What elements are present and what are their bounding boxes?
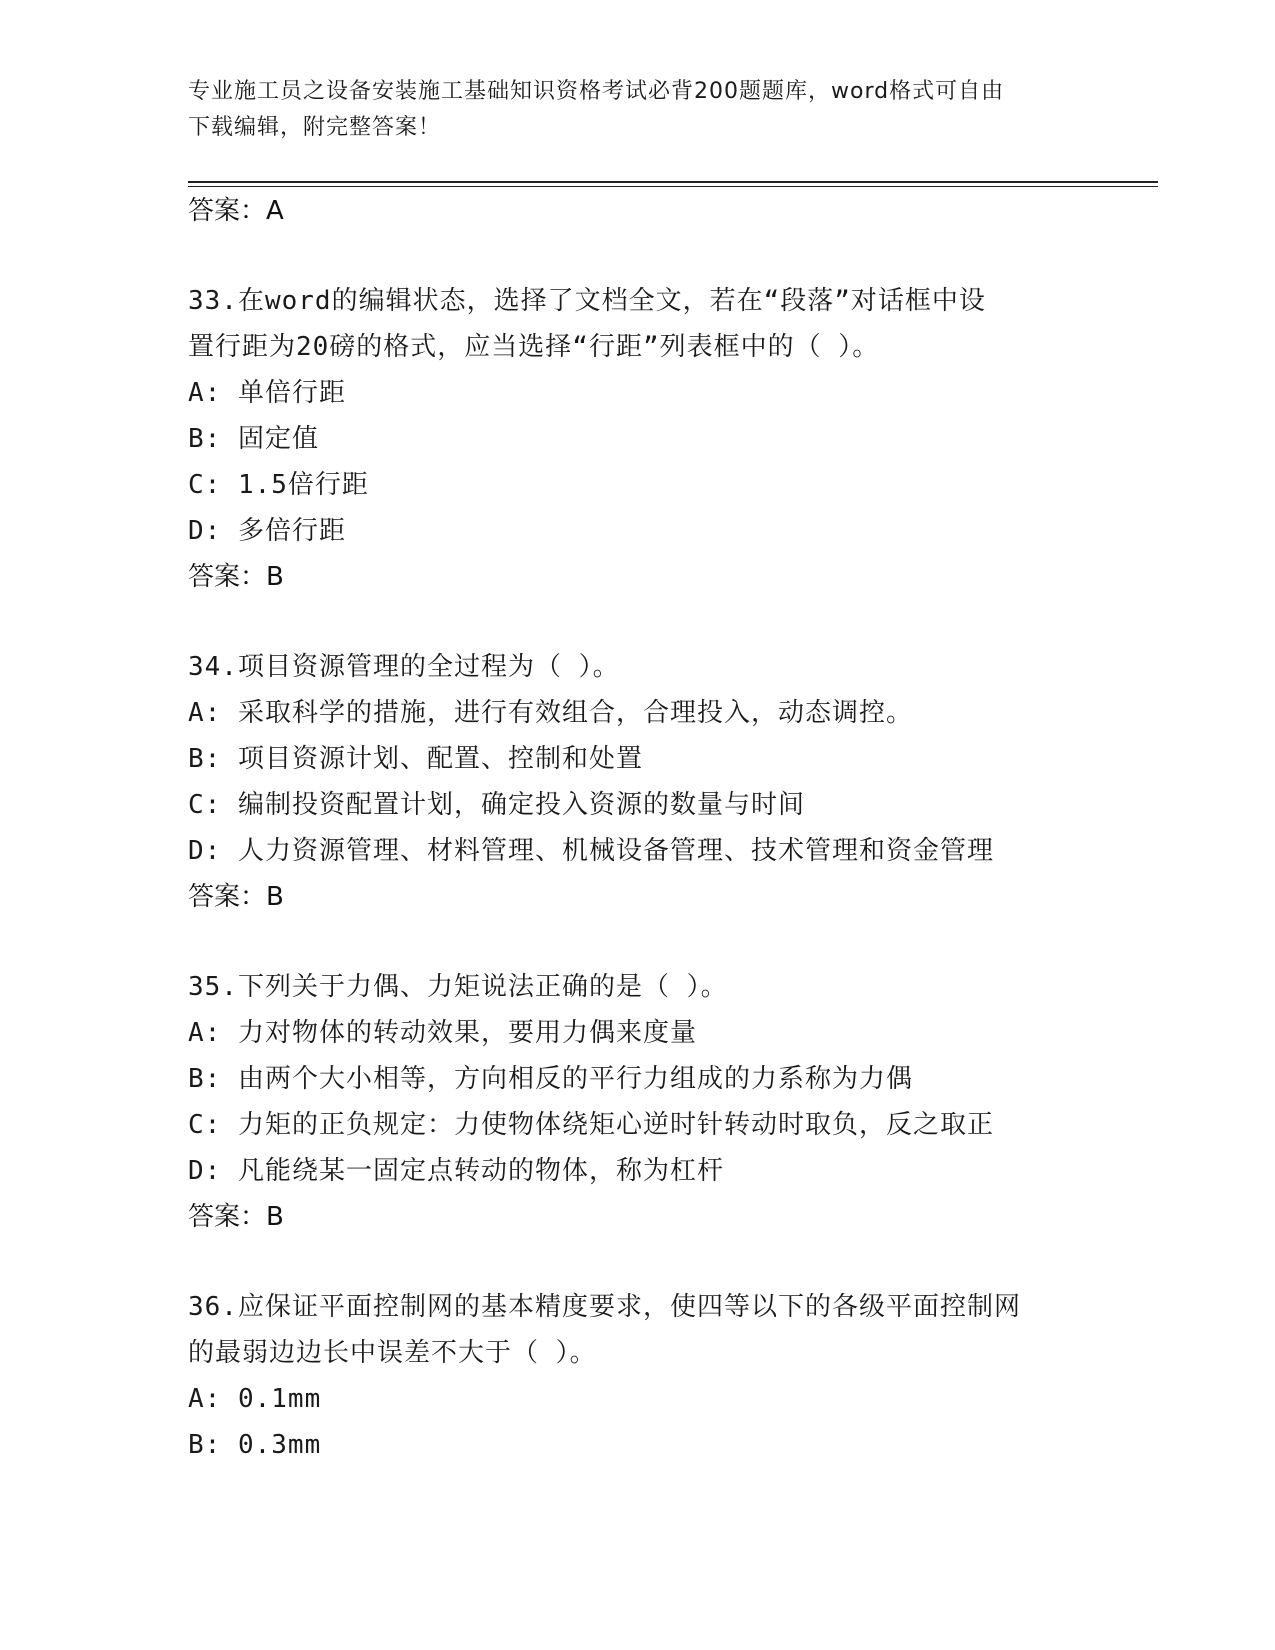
option-b: B: 由两个大小相等，方向相反的平行力组成的力系称为力偶 xyxy=(188,1064,913,1094)
option-b: B: 固定值 xyxy=(188,424,319,454)
header-title-line-1: 专业施工员之设备安装施工基础知识资格考试必背200题题库，word格式可自由 xyxy=(188,79,1005,104)
header-divider-thin xyxy=(188,186,1158,187)
option-d: D: 凡能绕某一固定点转动的物体，称为杠杆 xyxy=(188,1156,724,1186)
option-c: C: 编制投资配置计划，确定投入资源的数量与时间 xyxy=(188,790,805,820)
question-text-line: 34.项目资源管理的全过程为（ ）。 xyxy=(188,652,620,682)
option-d: D: 多倍行距 xyxy=(188,516,346,546)
question-35 xyxy=(188,964,1128,1240)
answer-line: 答案：B xyxy=(188,562,284,592)
option-d: D: 人力资源管理、材料管理、机械设备管理、技术管理和资金管理 xyxy=(188,836,994,866)
question-list xyxy=(188,188,1128,1468)
option-a: A: 0.1mm xyxy=(188,1384,322,1414)
question-text-line: 33.在word的编辑状态，选择了文档全文，若在“段落”对话框中设 xyxy=(188,286,986,316)
question-33 xyxy=(188,278,1128,600)
answer-line: 答案：B xyxy=(188,1202,284,1232)
previous-answer: 答案：A xyxy=(188,196,284,226)
question-34 xyxy=(188,644,1128,920)
header-title-line-2: 下载编辑，附完整答案！ xyxy=(188,115,442,140)
option-a: A: 力对物体的转动效果，要用力偶来度量 xyxy=(188,1018,697,1048)
option-a: A: 采取科学的措施，进行有效组合，合理投入，动态调控。 xyxy=(188,698,913,728)
question-text-line: 35.下列关于力偶、力矩说法正确的是（ ）。 xyxy=(188,972,728,1002)
header-divider xyxy=(188,181,1158,183)
option-b: B: 0.3mm xyxy=(188,1430,322,1460)
question-text-line: 置行距为20磅的格式，应当选择“行距”列表框中的（ ）。 xyxy=(188,332,880,362)
question-text-line: 36.应保证平面控制网的基本精度要求，使四等以下的各级平面控制网 xyxy=(188,1292,1021,1322)
page-header xyxy=(188,74,1088,146)
question-36 xyxy=(188,1284,1128,1468)
answer-line: 答案：B xyxy=(188,882,284,912)
option-c: C: 力矩的正负规定：力使物体绕矩心逆时针转动时取负，反之取正 xyxy=(188,1110,994,1140)
option-a: A: 单倍行距 xyxy=(188,378,346,408)
option-c: C: 1.5倍行距 xyxy=(188,470,369,500)
option-b: B: 项目资源计划、配置、控制和处置 xyxy=(188,744,643,774)
question-text-line: 的最弱边边长中误差不大于（ ）。 xyxy=(188,1338,597,1368)
